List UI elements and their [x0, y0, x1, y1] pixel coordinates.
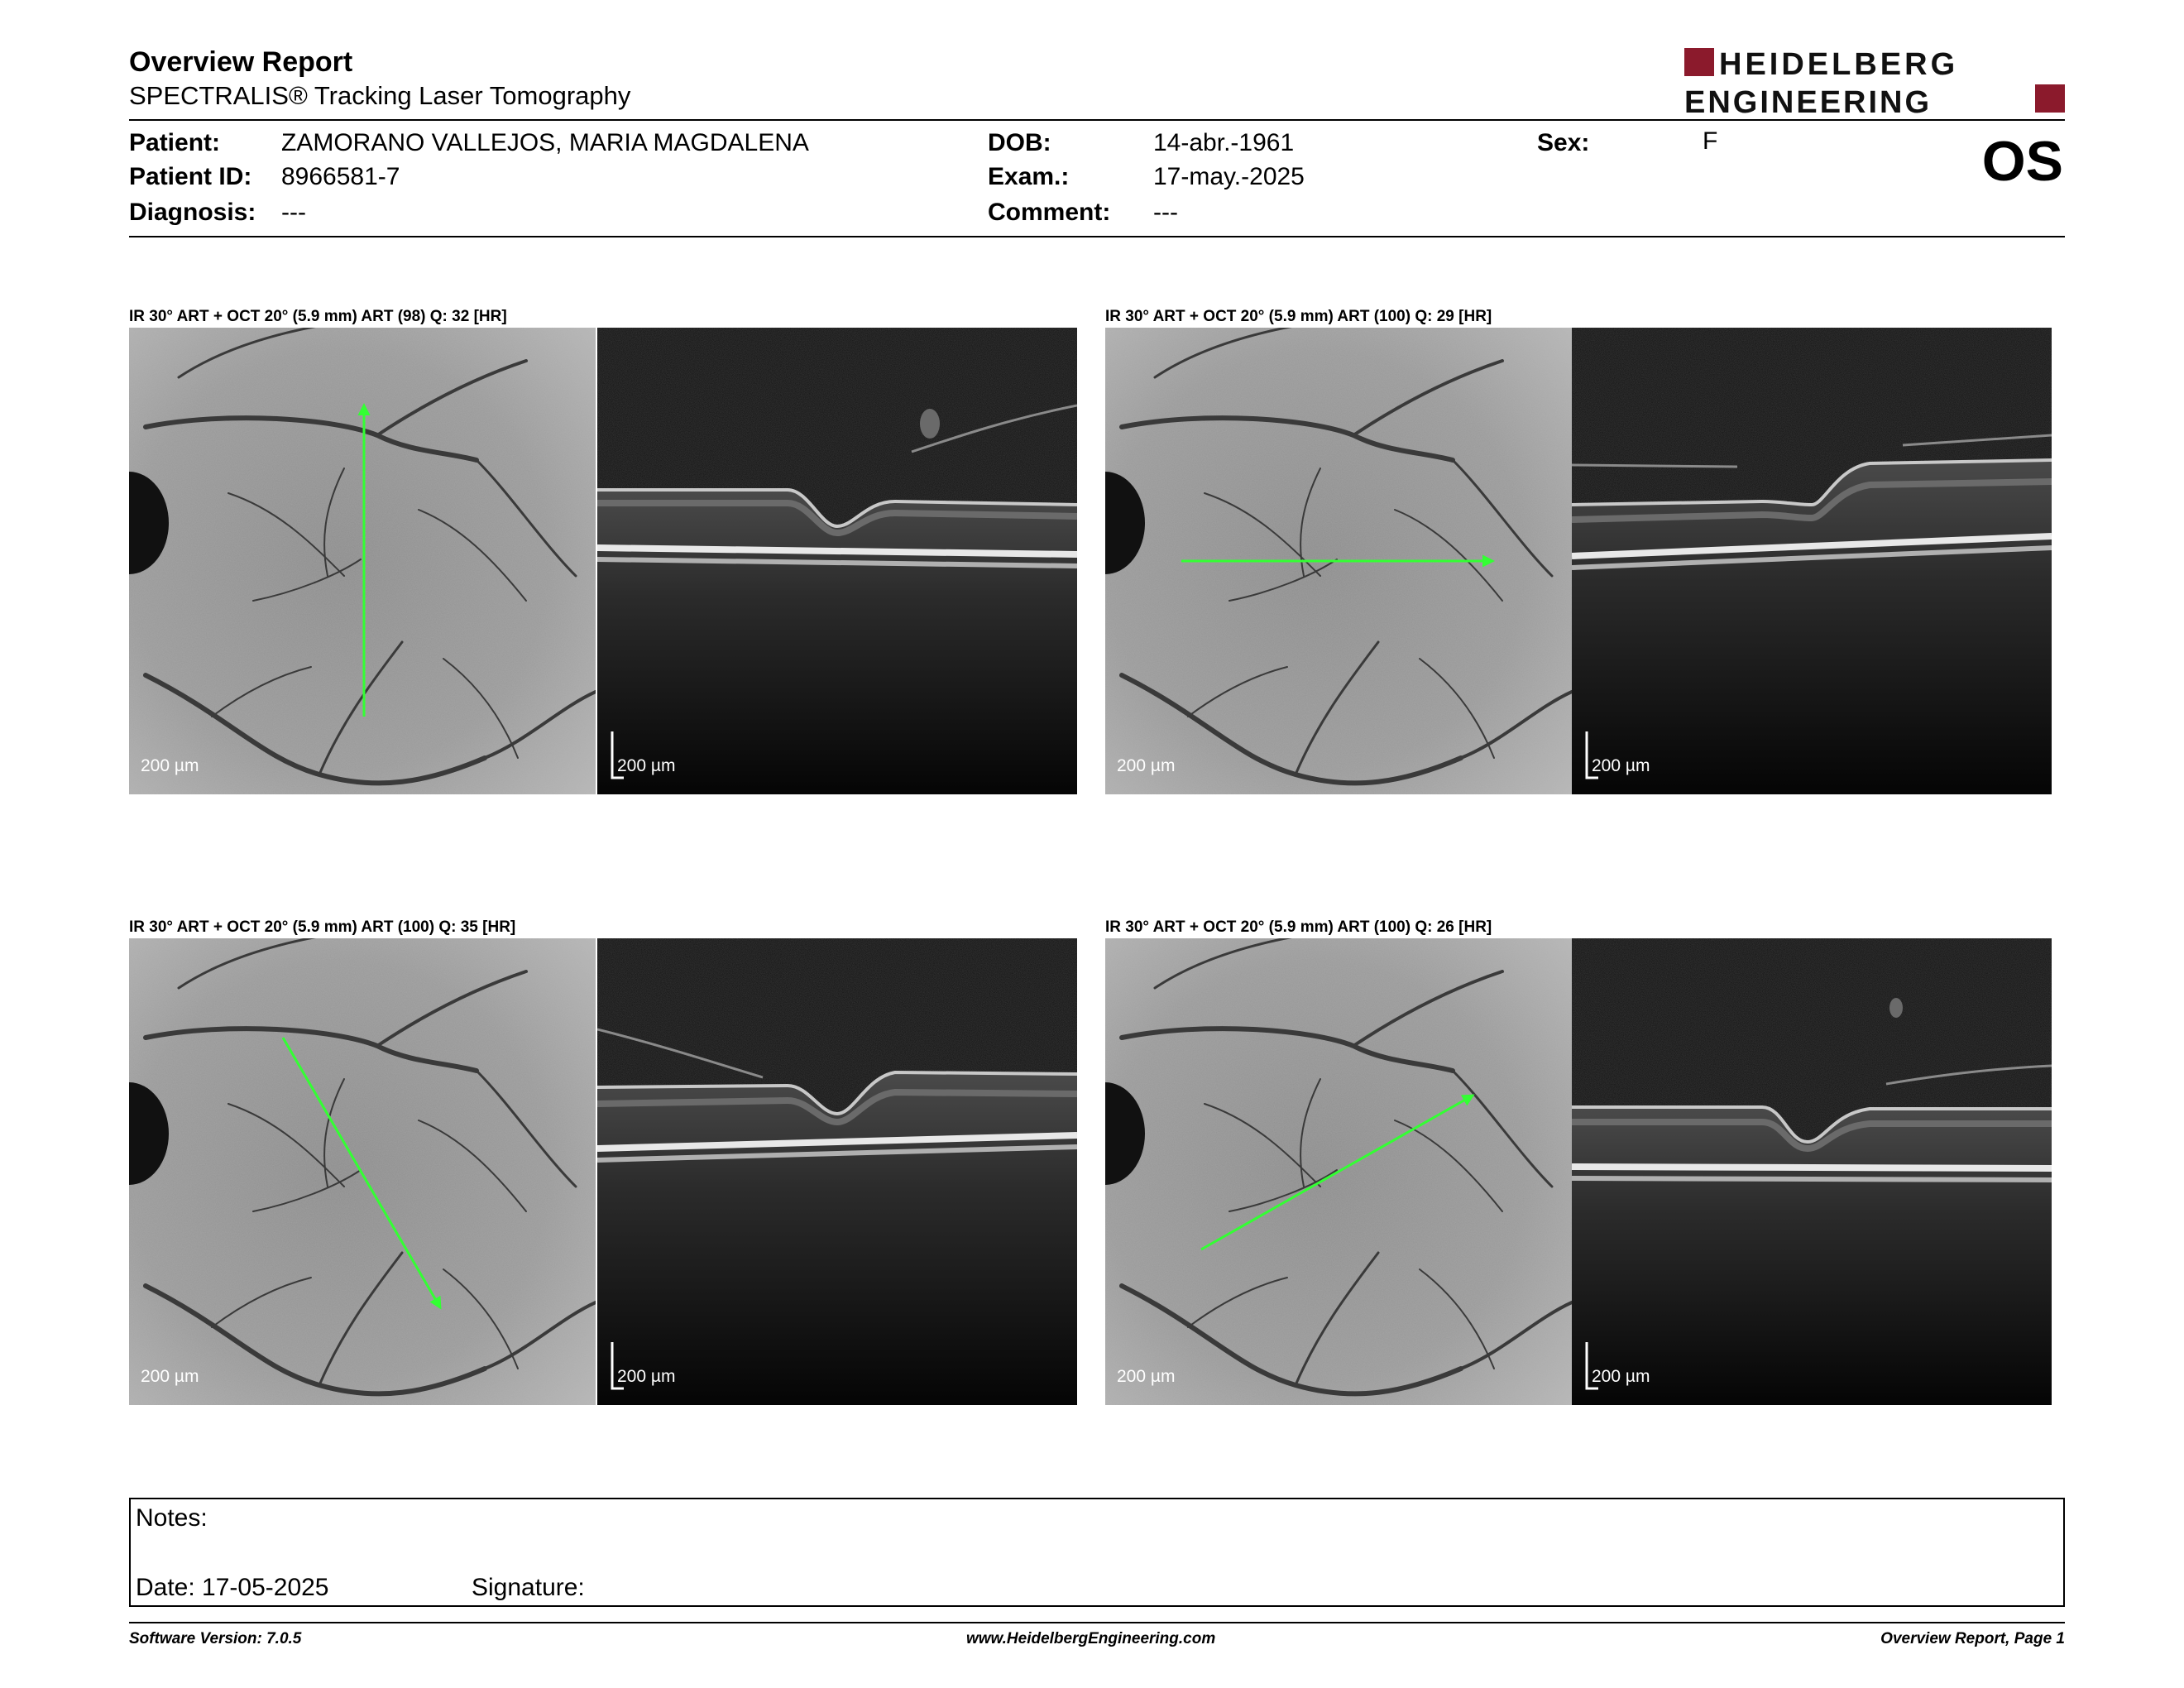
footer-rule: [129, 1622, 2065, 1623]
panel-2-oct-scale: 200 µm: [1592, 756, 1650, 775]
panel-4-fundus-scale: 200 µm: [1117, 1367, 1176, 1386]
panel-1-caption: IR 30° ART + OCT 20° (5.9 mm) ART (98) Q: 32 [HR]: [129, 308, 507, 325]
patient-label: Patient:: [129, 129, 221, 156]
panel-3-fundus-image: [129, 938, 596, 1405]
sex-label: Sex:: [1537, 129, 1590, 156]
panel-1-oct-scale: 200 µm: [617, 756, 676, 775]
panel-2-oct-image: [1572, 328, 2052, 794]
patient-id: 8966581-7: [281, 163, 400, 190]
panel-4-oct-scale: 200 µm: [1592, 1367, 1650, 1386]
heidelberg-logo: [1684, 46, 2065, 116]
panel-3-oct-image: [597, 938, 1077, 1405]
report-subtitle: SPECTRALIS® Tracking Laser Tomography: [129, 81, 631, 110]
signature-label: Signature:: [472, 1574, 585, 1601]
panel-4-oct-image: [1572, 938, 2052, 1405]
dob-value: 14-abr.-1961: [1153, 129, 1295, 156]
panel-1-fundus-scale: 200 µm: [141, 756, 199, 775]
patient-info-rule: [129, 236, 2065, 237]
patient-name: ZAMORANO VALLEJOS, MARIA MAGDALENA: [281, 129, 809, 156]
panel-1-fundus-image: [129, 328, 596, 794]
panel-3-fundus-scale: 200 µm: [141, 1367, 199, 1386]
notes-box[interactable]: [129, 1498, 2065, 1607]
exam-value: 17-may.-2025: [1153, 163, 1305, 190]
panel-2-fundus-scale: 200 µm: [1117, 756, 1176, 775]
panel-4-fundus-image: [1105, 938, 1572, 1405]
notes-label: Notes:: [136, 1504, 208, 1532]
diagnosis-label: Diagnosis:: [129, 199, 256, 226]
patient-id-label: Patient ID:: [129, 163, 252, 190]
comment-value: ---: [1153, 199, 1178, 226]
date-label: Date: 17-05-2025: [136, 1574, 329, 1601]
panel-3-oct-scale: 200 µm: [617, 1367, 676, 1386]
header-rule: [129, 119, 2065, 121]
panel-3-caption: IR 30° ART + OCT 20° (5.9 mm) ART (100) Q: 35 [HR]: [129, 918, 516, 936]
panel-2-caption: IR 30° ART + OCT 20° (5.9 mm) ART (100) Q: 29 [HR]: [1105, 308, 1492, 325]
software-version: Software Version: 7.0.5: [129, 1630, 302, 1647]
dob-label: DOB:: [988, 129, 1051, 156]
comment-label: Comment:: [988, 199, 1111, 226]
exam-label: Exam.:: [988, 163, 1070, 190]
svg-text:ENGINEERING: ENGINEERING: [1684, 85, 1933, 116]
panel-1-oct-image: [597, 328, 1077, 794]
panel-4-caption: IR 30° ART + OCT 20° (5.9 mm) ART (100) Q: 26 [HR]: [1105, 918, 1492, 936]
svg-text:HEIDELBERG: HEIDELBERG: [1719, 47, 1959, 82]
sex-value: F: [1703, 127, 1718, 155]
website-link[interactable]: www.HeidelbergEngineering.com: [966, 1630, 1216, 1647]
page-indicator: Overview Report, Page 1: [1880, 1630, 2065, 1647]
report-title: Overview Report: [129, 46, 353, 78]
diagnosis-value: ---: [281, 199, 306, 226]
eye-indicator: OS: [1981, 130, 2063, 193]
panel-2-fundus-image: [1105, 328, 1572, 794]
